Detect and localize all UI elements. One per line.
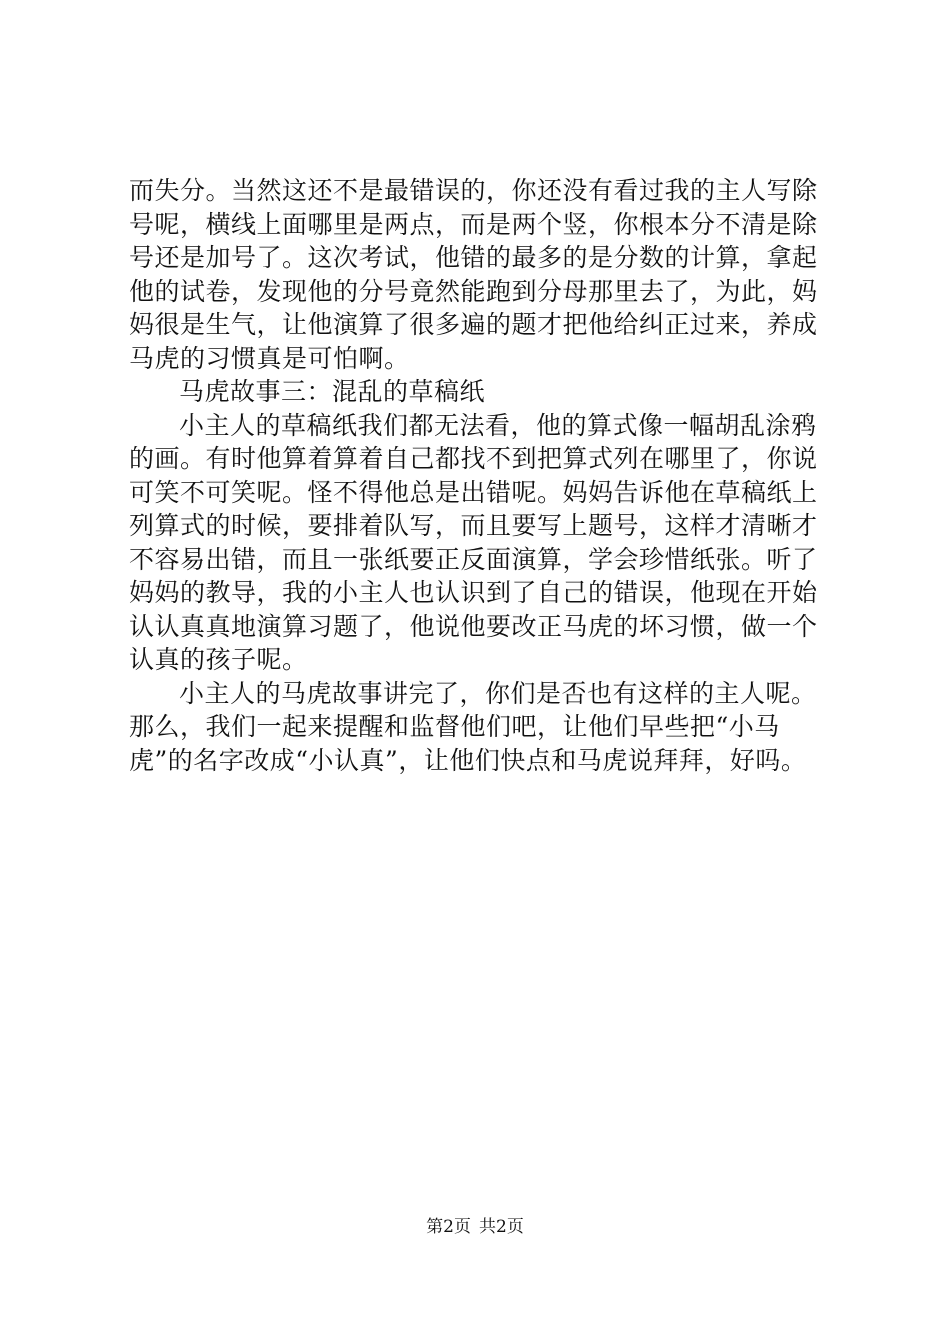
page-number-total: 共2页 — [479, 1217, 524, 1237]
text-line: 号还是加号了。这次考试，他错的最多的是分数的计算，拿起 — [129, 243, 818, 272]
text-line: 认认真真地演算习题了，他说他要改正马虎的坏习惯，做一个 — [129, 611, 818, 641]
text-line: 而失分。当然这还不是最错误的，你还没有看过我的主人写除 — [129, 176, 818, 205]
text-line: 妈很是生气，让他演算了很多遍的题才把他给纠正过来，养成 — [129, 310, 818, 339]
text-line: 号呢，横线上面哪里是两点，而是两个竖，你根本分不清是除 — [129, 209, 818, 239]
text-line: 马虎的习惯真是可怕啊。 — [129, 343, 410, 373]
text-line: 小主人的马虎故事讲完了，你们是否也有这样的主人呢。 — [179, 678, 817, 708]
text-line: 列算式的时候，要排着队写，而且要写上题号，这样才清晰才 — [129, 511, 818, 540]
text-line: 妈妈的教导，我的小主人也认识到了自己的错误，他现在开始 — [129, 578, 818, 607]
page-number-current: 第2页 — [426, 1217, 471, 1237]
text-line: 他的试卷，发现他的分号竟然能跑到分母那里去了，为此，妈 — [129, 276, 818, 306]
text-line: 的画。有时他算着算着自己都找不到把算式列在哪里了，你说 — [129, 444, 818, 473]
text-line: 不容易出错，而且一张纸要正反面演算，学会珍惜纸张。听了 — [129, 544, 818, 574]
section-heading: 马虎故事三：混乱的草稿纸 — [179, 377, 486, 406]
text-line: 虎”的名字改成“小认真”，让他们快点和马虎说拜拜，好吗。 — [129, 745, 807, 775]
page-footer — [0, 1215, 950, 1239]
text-line: 那么，我们一起来提醒和监督他们吧，让他们早些把“小马 — [129, 712, 780, 741]
text-line: 可笑不可笑呢。怪不得他总是出错呢。妈妈告诉他在草稿纸上 — [129, 477, 818, 507]
text-line: 小主人的草稿纸我们都无法看，他的算式像一幅胡乱涂鸦 — [179, 410, 817, 440]
document-body — [129, 174, 829, 777]
text-line: 认真的孩子呢。 — [129, 645, 308, 674]
